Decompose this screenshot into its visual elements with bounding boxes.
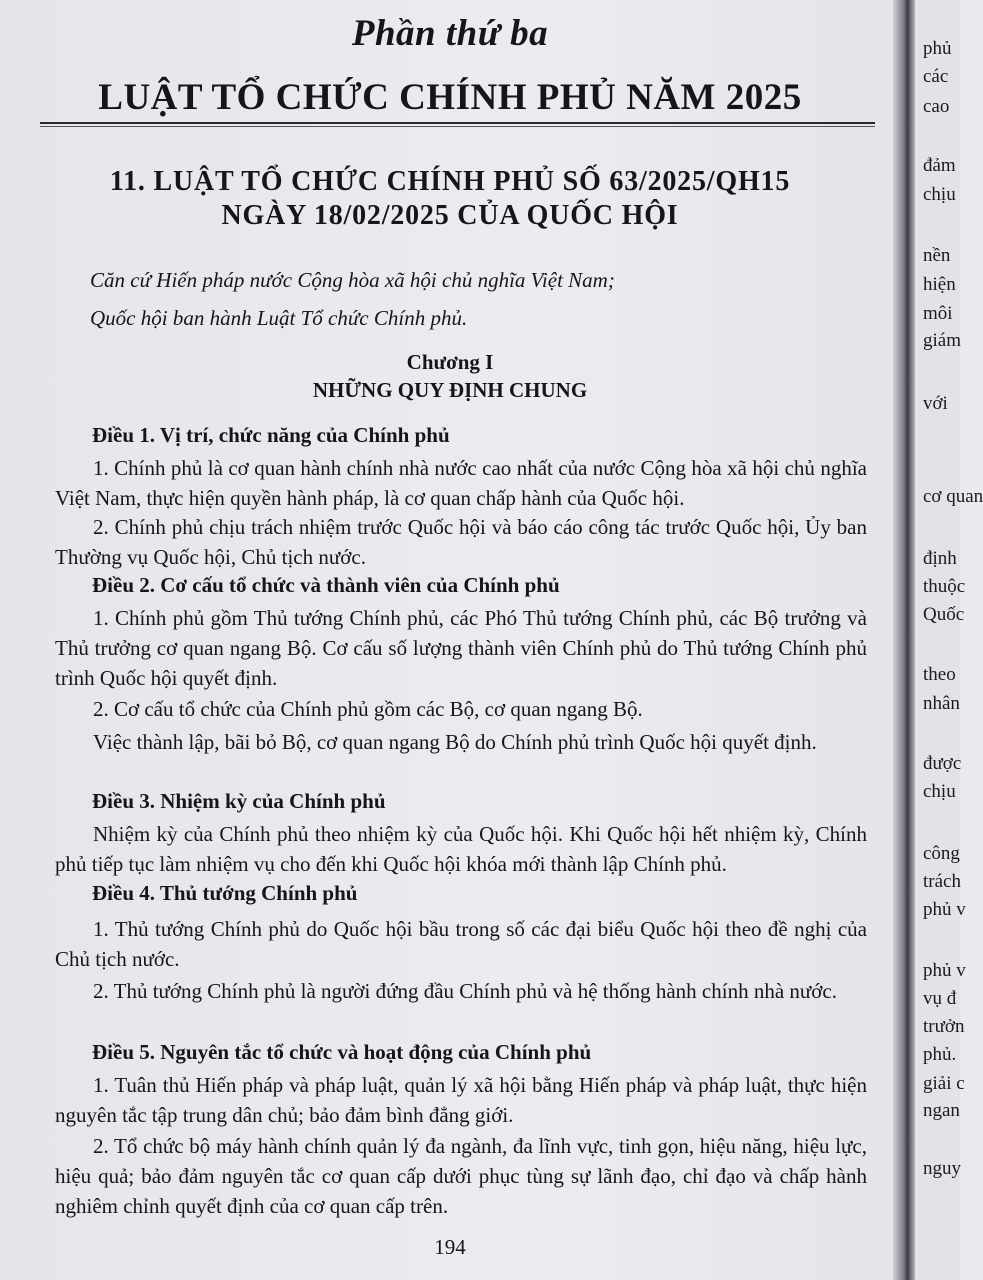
article-2-para-3: Việc thành lập, bãi bỏ Bộ, cơ quan ngang Bộ do Chính phủ trình Quốc hội quyết định. [93,730,817,754]
title-rule [40,122,875,124]
preamble-2: Quốc hội ban hành Luật Tổ chức Chính phủ. [90,306,468,330]
preamble-1: Căn cứ Hiến pháp nước Cộng hòa xã hội chủ nghĩa Việt Nam; [90,268,615,292]
right-page-fragment: giám [923,330,961,351]
right-page-fragment: phủ v [923,960,966,981]
article-2-para-1: 1. Chính phủ gồm Thủ tướng Chính phủ, các Phó Thủ tướng Chính phủ, các Bộ trưởng và Thủ trưởng cơ quan ngang Bộ. Cơ cấu số lượng thành viên Chính phủ do Thủ tướng Chính phủ trình Quốc hội quyết định. [55,606,867,690]
right-page-fragment: với [923,393,948,414]
article-2-para-2: 2. Cơ cấu tổ chức của Chính phủ gồm các Bộ, cơ quan ngang Bộ. [93,697,643,721]
article-1-para-1: 1. Chính phủ là cơ quan hành chính nhà nước cao nhất của nước Cộng hòa xã hội chủ nghĩa Việt Nam, thực hiện quyền hành pháp, là cơ quan chấp hành của Quốc hội. [55,456,867,510]
article-5-title: Điều 5. Nguyên tắc tổ chức và hoạt động của Chính phủ [92,1040,592,1064]
right-page-fragment: trách [923,871,961,892]
right-page-fragment: phủ v [923,899,966,920]
chapter-label: Chương I [406,350,494,374]
right-page-fragment: nguy [923,1158,961,1179]
right-page-fragment: ngan [923,1100,960,1121]
right-page-fragment: chịu [923,184,956,205]
right-page-fragment: nền [923,245,951,266]
right-page-fragment: theo [923,664,956,685]
right-page-fragment: giải c [923,1073,965,1094]
right-page-fragment: phủ. [923,1044,957,1065]
right-page-fragment: các [923,66,949,87]
article-5-para-1: 1. Tuân thủ Hiến pháp và pháp luật, quản lý xã hội bằng Hiến pháp và pháp luật, thực hiện nguyên tắc tập trung dân chủ; bảo đảm bình đẳng giới. [55,1073,867,1127]
right-page-fragment: thuộc [923,576,966,597]
page-number: 194 [434,1235,466,1259]
right-page-fragment: chịu [923,781,956,802]
right-page-fragment: được [923,753,962,774]
right-page-fragment: đảm [923,155,956,176]
right-page-fragment: vụ đ [923,988,957,1009]
doc-title-line2: NGÀY 18/02/2025 CỦA QUỐC HỘI [221,200,679,231]
article-1-para-2: 2. Chính phủ chịu trách nhiệm trước Quốc hội và báo cáo công tác trước Quốc hội, Ủy ban Thường vụ Quốc hội, Chủ tịch nước. [55,515,867,569]
article-4-para-1: 1. Thủ tướng Chính phủ do Quốc hội bầu trong số các đại biểu Quốc hội theo đề nghị của Chủ tịch nước. [55,917,867,971]
chapter-title: NHỮNG QUY ĐỊNH CHUNG [312,378,588,402]
right-page-fragment: hiện [923,274,956,295]
article-3-title: Điều 3. Nhiệm kỳ của Chính phủ [92,789,386,813]
title-rule-thin [40,126,875,127]
right-page-fragment: môi [923,303,953,324]
right-page-fragment: cao [923,96,950,117]
doc-title-line1: 11. LUẬT TỔ CHỨC CHÍNH PHỦ SỐ 63/2025/QH15 [109,166,791,197]
right-page-fragment: định [923,548,957,569]
right-page-fragment: công [923,843,960,864]
right-page-fragment: trưởn [923,1016,965,1037]
law-title: LUẬT TỔ CHỨC CHÍNH PHỦ NĂM 2025 [98,77,802,118]
article-5-para-2: 2. Tổ chức bộ máy hành chính quản lý đa ngành, đa lĩnh vực, tinh gọn, hiệu năng, hiệu lực, hiệu quả; bảo đảm nguyên tắc cơ quan cấp dưới phục tùng sự lãnh đạo, chỉ đạo và chấp hành nghiêm chỉnh quyết định của cơ quan cấp trên. [55,1134,867,1218]
book-gutter [893,0,917,1280]
article-2-title: Điều 2. Cơ cấu tổ chức và thành viên của Chính phủ [92,573,560,597]
article-1-title: Điều 1. Vị trí, chức năng của Chính phủ [92,423,450,447]
right-page-fragment: phủ [923,38,952,59]
part-title: Phần thứ ba [351,13,549,54]
right-page-fragment: cơ quan [923,486,983,507]
article-4-title: Điều 4. Thủ tướng Chính phủ [92,881,358,905]
article-3-para-1: Nhiệm kỳ của Chính phủ theo nhiệm kỳ của Quốc hội. Khi Quốc hội hết nhiệm kỳ, Chính phủ tiếp tục làm nhiệm vụ cho đến khi Quốc hội khóa mới thành lập Chính phủ. [55,822,867,876]
right-page-fragment: nhân [923,693,960,714]
article-4-para-2: 2. Thủ tướng Chính phủ là người đứng đầu Chính phủ và hệ thống hành chính nhà nước. [93,979,837,1003]
right-page-edge [915,0,983,1280]
right-page-fragment: Quốc [923,604,965,625]
